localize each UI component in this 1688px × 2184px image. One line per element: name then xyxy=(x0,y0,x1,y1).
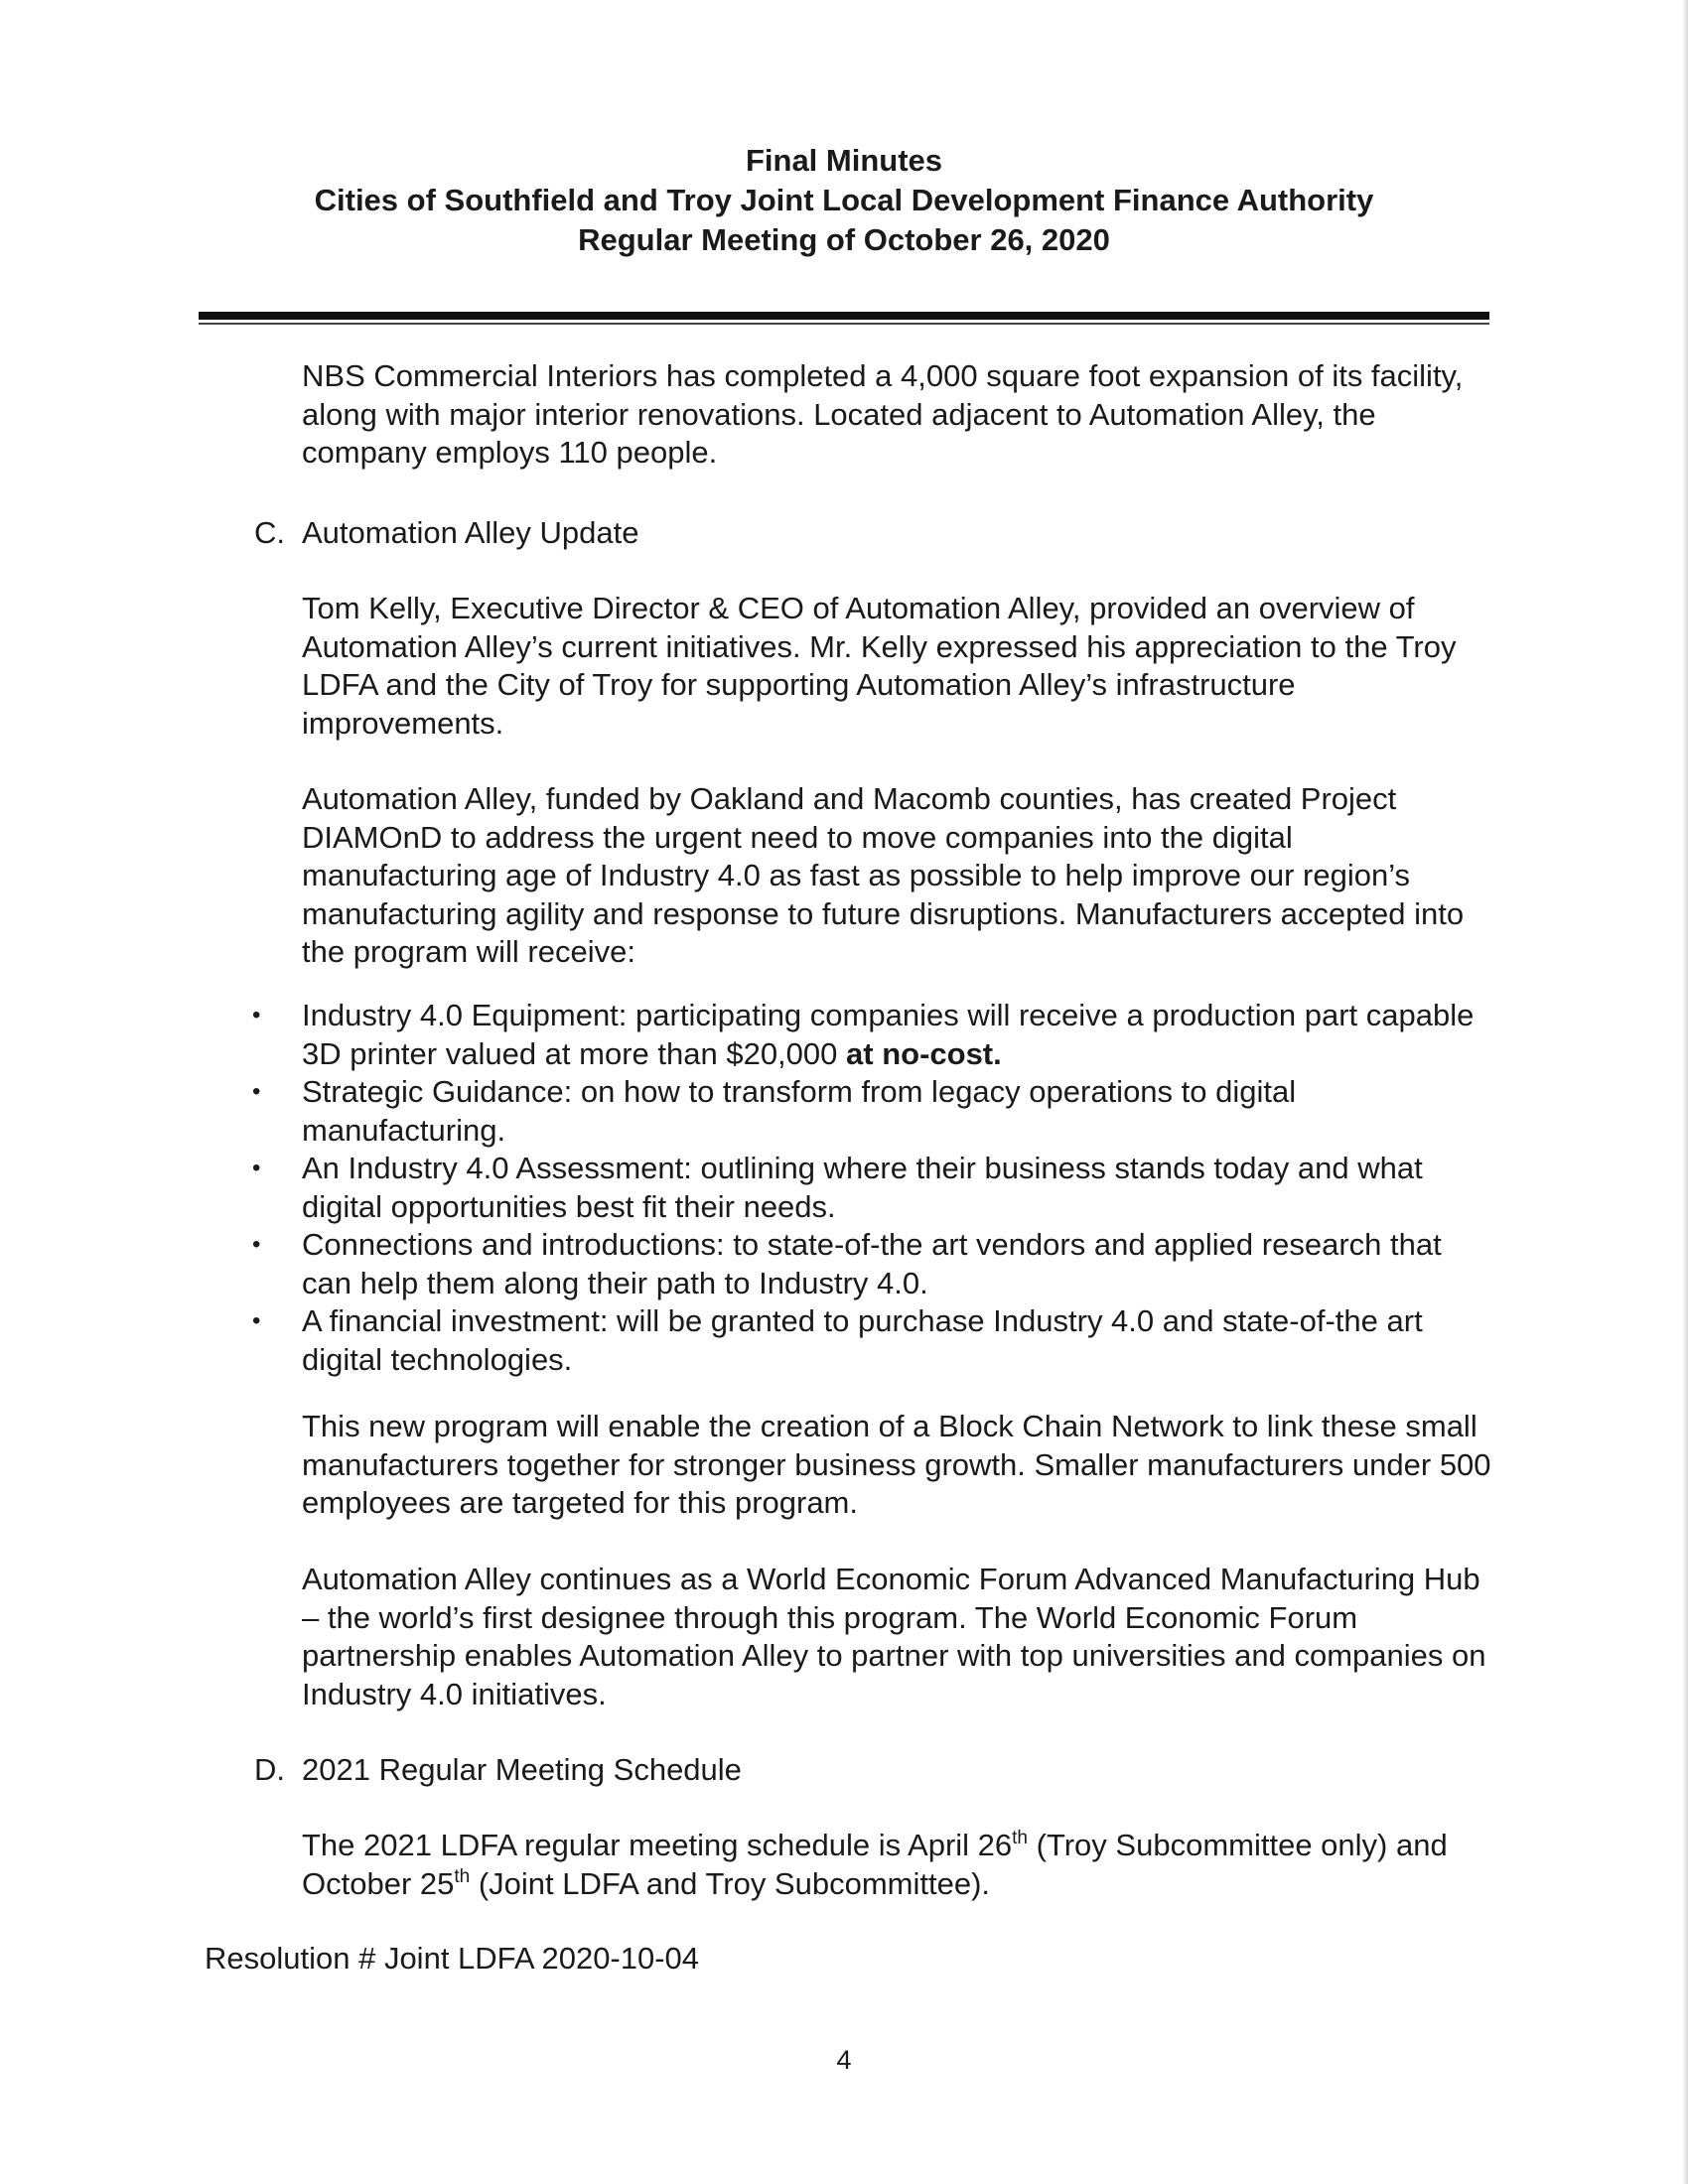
section-c-heading xyxy=(254,514,639,553)
bullet-bold-text: at no-cost. xyxy=(846,1035,1002,1071)
schedule-text-part-2: (Troy Subcommittee only) and October 25 xyxy=(302,1828,1448,1901)
list-item xyxy=(248,1150,1493,1226)
bullet-icon: • xyxy=(252,1307,261,1334)
bullet-text: Connections and introductions: to state-of-the art vendors and applied research that can help them along their path to Industry 4.0. xyxy=(302,1227,1442,1300)
section-c-paragraph-3: This new program will enable the creation of a Block Chain Network to link these small manufacturers together for stronger business growth. Smaller manufacturers under 500 employees are targeted for this program. xyxy=(302,1409,1491,1520)
list-item xyxy=(248,997,1493,1073)
bullet-icon: • xyxy=(252,1155,261,1181)
header-rule-thick xyxy=(199,312,1489,320)
section-c-letter: C. xyxy=(254,515,285,550)
page-number: 4 xyxy=(836,2045,852,2075)
section-c-paragraph-4: Automation Alley continues as a World Economic Forum Advanced Manufacturing Hub – the world’s first designee through this program. The World Economic Forum partnership enables Automation Alley to partner with top universities and companies on Industry 4.0 initiatives. xyxy=(302,1562,1486,1711)
bullet-text: Industry 4.0 Equipment: participating companies will receive a production part capable 3D printer valued at more than $20,000 xyxy=(302,998,1475,1071)
resolution-line: Resolution # Joint LDFA 2020-10-04 xyxy=(205,1941,700,1976)
section-c-title: Automation Alley Update xyxy=(302,515,639,550)
section-d-heading xyxy=(254,1751,742,1790)
intro-paragraph: NBS Commercial Interiors has completed a 4,000 square foot expansion of its facility, along with major interior renovations. Located adjacent to Automation Alley, the company employs 110 people. xyxy=(302,358,1464,470)
header-rule-thin xyxy=(199,323,1489,325)
list-item xyxy=(248,1226,1493,1302)
bullet-text: Strategic Guidance: on how to transform from legacy operations to digital manufacturing. xyxy=(302,1074,1297,1148)
header-organization: Cities of Southfield and Troy Joint Local Development Finance Authority xyxy=(314,183,1374,217)
list-item xyxy=(248,1302,1493,1379)
benefits-list xyxy=(248,997,1493,1379)
ordinal-suffix: th xyxy=(1012,1828,1029,1848)
header-title: Final Minutes xyxy=(745,143,943,178)
document-header xyxy=(199,141,1489,260)
schedule-text-part-3: (Joint LDFA and Troy Subcommittee). xyxy=(470,1865,991,1901)
header-meeting-date: Regular Meeting of October 26, 2020 xyxy=(578,222,1110,257)
section-d-paragraph xyxy=(302,1827,1493,1903)
bullet-icon: • xyxy=(252,1231,261,1258)
bullet-text: A financial investment: will be granted to purchase Industry 4.0 and state-of-the art digital technologies. xyxy=(302,1303,1423,1377)
bullet-text: An Industry 4.0 Assessment: outlining where their business stands today and what digital opportunities best fit their needs. xyxy=(302,1151,1423,1224)
section-c-paragraph-1: Tom Kelly, Executive Director & CEO of Automation Alley, provided an overview of Automation Alley’s current initiatives. Mr. Kelly expressed his appreciation to the Troy LDFA and the City of Troy for supporting Automation Alley’s infrastructure improvements. xyxy=(302,591,1457,741)
section-d-letter: D. xyxy=(254,1752,285,1787)
scan-edge xyxy=(1682,0,1688,2184)
list-item xyxy=(248,1073,1493,1150)
bullet-icon: • xyxy=(252,1002,261,1028)
schedule-text-part-1: The 2021 LDFA regular meeting schedule is April 26 xyxy=(302,1828,1013,1862)
ordinal-suffix: th xyxy=(454,1865,471,1887)
section-d-title: 2021 Regular Meeting Schedule xyxy=(302,1752,742,1787)
section-c-paragraph-2: Automation Alley, funded by Oakland and Macomb counties, has created Project DIAMOnD to address the urgent need to move companies into the digital manufacturing age of Industry 4.0 as fast as possible to help improve our region’s manufacturing agility and response to future disruptions. Manufacturers accepted into the program will receive: xyxy=(302,781,1465,969)
bullet-icon: • xyxy=(252,1078,261,1105)
